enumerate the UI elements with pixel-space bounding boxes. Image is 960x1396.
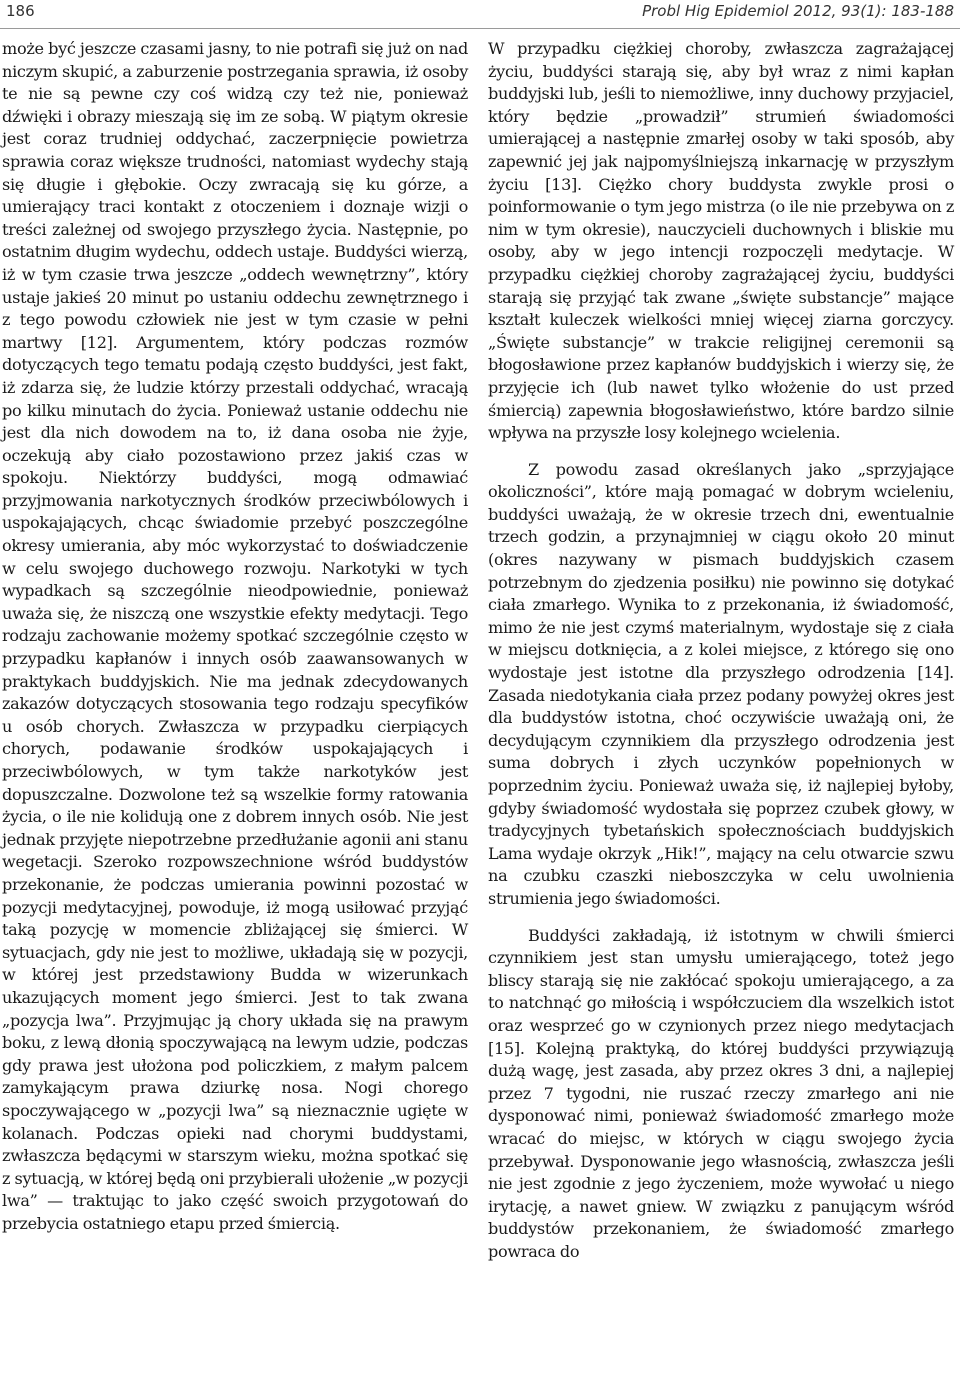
body-paragraph: Z powodu zasad określanych jako „sprzyjające okoliczności”, które mają pomagać w dobrym wcieleniu, buddyści uważają, że w okresie trzech dni, ewentualnie trzech godzin, a przynajmniej w ciągu około 20 minut (okres nazywany w pismach buddyjskich czasem potrzebnym do zjedzenia posiłku) nie powinno się dotykać ciała zmarłego. Wynika to z przekonania, iż świadomość, mimo że nie jest czymś materialnym, wydostaje się z ciała w miejscu dotknięcia, a z kolei miejsce, z którego się ono wydostaje jest istotne dla przyszłego odrodzenia [14]. Zasada niedotykania ciała przez podany powyżej okres jest dla buddystów istotna, choć oczywiście uważają oni, że decydującym czynnikiem dla przyszłego odrodzenia jest suma dobrych i złych uczynków popełnionych w poprzednim życiu. Ponieważ uważa się, iż najlepiej byłoby, gdyby świadomość wydostała się poprzez czubek głowy, w tradycyjnych tybetańskich społecznościach buddyjskich Lama wydaje okrzyk „Hik!”, mający na celu otwarcie szwu na czubku czaszki nieboszczyka w celu uwolnienia strumienia jego świadomości.: [488, 459, 954, 908]
body-paragraph: może być jeszcze czasami jasny, to nie potrafi się już on nad niczym skupić, a zaburzenie postrzegania sprawia, iż osoby te nie są pewne czy coś widzą czy też nie, ponieważ dźwięki i obrazy mieszają się im ze sobą. W piątym okresie jest coraz trudniej oddychać, zaczerpnięcie powietrza sprawia coraz większe trudności, natomiast wydechy stają się długie i głębokie. Oczy zwracają się ku górze, a umierający traci kontakt z otoczeniem i doznaje wizji o treści zależnej od swojego przyszłego życia. Następnie, po ostatnim długim wydechu, oddech ustaje. Buddyści wierzą, iż w tym czasie trwa jeszcze „oddech wewnętrzny”, który ustaje jakieś 20 minut po ustaniu oddechu zewnętrznego i z tego powodu człowiek nie jest w tym czasie w pełni martwy [12]. Argumentem, który podczas rozmów dotyczących tego tematu podają często buddyści, jest fakt, iż zdarza się, że ludzie którzy przestali oddychać, wracają po kilku minutach do życia. Ponieważ ustanie oddechu nie jest dla nich dowodem na to, iż dana osoba nie żyje, oczekują aby ciało pozostawiono przez jakiś czas w spokoju. Niektórzy buddyści, mogą odmawiać przyjmowania narkotycznych środków przeciwbólowych i uspokajających, chcąc świadomie przebyć poszczególne okresy umierania, aby móc wykorzystać to doświadczenie w celu swojego duchowego rozwoju. Narkotyki w tych wypadkach są szczególnie nieodpowiednie, ponieważ uważa się, że niszczą one wszystkie efekty medytacji. Tego rodzaju zachowanie możemy spotkać szczególnie często w przypadku kapłanów i innych osób zaawansowanych w praktykach buddyjskich. Nie ma jednak zdecydowanych zakazów dotyczących stosowania tego rodzaju specyfików u osób chorych. Zwłaszcza w przypadku cierpiących chorych, podawanie środków uspokajających i przeciwbólowych, w tym także narkotyków jest dopuszczalne. Dozwolone też są wszelkie formy ratowania życia, o ile nie kolidują one z dobrem innych osób. Nie jest jednak przyjęte niepotrzebne przedłużanie agonii ani stanu wegetacji. Szeroko rozpowszechnione wśród buddystów przekonanie, że podczas umierania powinni pozostać w pozycji medytacyjnej, powoduje, iż mogą usiłować przyjąć taką pozycję w momencie zbliżającej się śmierci. W sytuacjach, gdy nie jest to możliwe, układają się w pozycji, w której jest przedstawiony Budda w wizerunkach ukazujących moment jego śmierci. Jest to tak zwana „pozycja lwa”. Przyjmując ją chory układa się na prawym boku, z lewą dłonią spoczywającą na lewym udzie, podczas gdy prawa jest ułożona pod policzkiem, z małym palcem zamykającym prawa dziurkę nosa. Nogi chorego spoczywającego w „pozycji lwa” są nieznacznie ugięte w kolanach. Podczas opieki nad chorymi buddystami, zwłaszcza będącymi w starszym wieku, można spotkać się z sytuacją, w której będą oni przybierali ułożenie „w pozycji lwa” — traktując to jako część swoich przygotowań do przebycia ostatniego etapu przed śmiercią.: [2, 39, 469, 1233]
journal-citation: Probl Hig Epidemiol 2012, 93(1): 183-188: [642, 2, 954, 20]
right-column: [488, 38, 954, 1263]
running-header: [0, 0, 960, 40]
body-paragraph: W przypadku ciężkiej choroby, zwłaszcza zagrażającej życiu, buddyści starają się, aby był wraz z nimi kapłan buddyjski lub, jeśli to niemożliwe, inny duchowy przyjaciel, który będzie „prowadził” strumień świadomości umierającej a następnie zmarłej osoby w taki sposób, aby zapewnić jej jak najpomyślniejszą inkarnację w przyszłym życiu [13]. Ciężko chory buddysta zwykle prosi o poinformowanie o tym jego mistrza (o ile nie przebywa on z nim w tym okresie), nauczycieli duchownych i bliskie mu osoby, aby w jego intencji rozpoczęli medytacje. W przypadku ciężkiej choroby zagrażającej życiu, buddyści starają się przyjąć tak zwane „święte substancje” mające kształt kuleczek wielkości mniej więcej ziarna gorczycy. „Święte substancje” w trakcie religijnej ceremonii są błogosławione przez kapłanów buddyjskich i wierzy się, że przyjęcie ich (lub nawet tylko włożenie do ust przed śmiercią) zapewnia błogosławieństwo, które bardzo silnie wpływa na przyszłe losy kolejnego wcielenia.: [488, 39, 954, 443]
body-paragraph: Buddyści zakładają, iż istotnym w chwili śmierci czynnikiem jest stan umysłu umierającego, toteż jego bliscy starają się nie zakłócać spokoju umierającego, a za to natchnąć go miłością i współczuciem dla wszelkich istot oraz wesprzeć go w czynionych przez niego medytacjach [15]. Kolejną praktyką, do której buddyści przywiązują dużą wagę, jest zasada, aby przez okres 3 dni, a najlepiej przez 7 tygodni, nie ruszać rzeczy zmarłego ani nie dysponować nimi, ponieważ świadomość zmarłego może wracać do miejsc, w których w ciągu swojego życia przebywał. Dysponowanie jego własnością, zwłaszcza jeśli nie jest zgodnie z jego życzeniem, może wywołać u niego irytację, a nawet gniew. W związku z panującym wśród buddystów przekonaniem, że świadomość zmarłego powraca do: [488, 925, 954, 1261]
page-number: 186: [6, 2, 35, 20]
left-column: [2, 38, 468, 1235]
header-divider: [0, 28, 960, 29]
